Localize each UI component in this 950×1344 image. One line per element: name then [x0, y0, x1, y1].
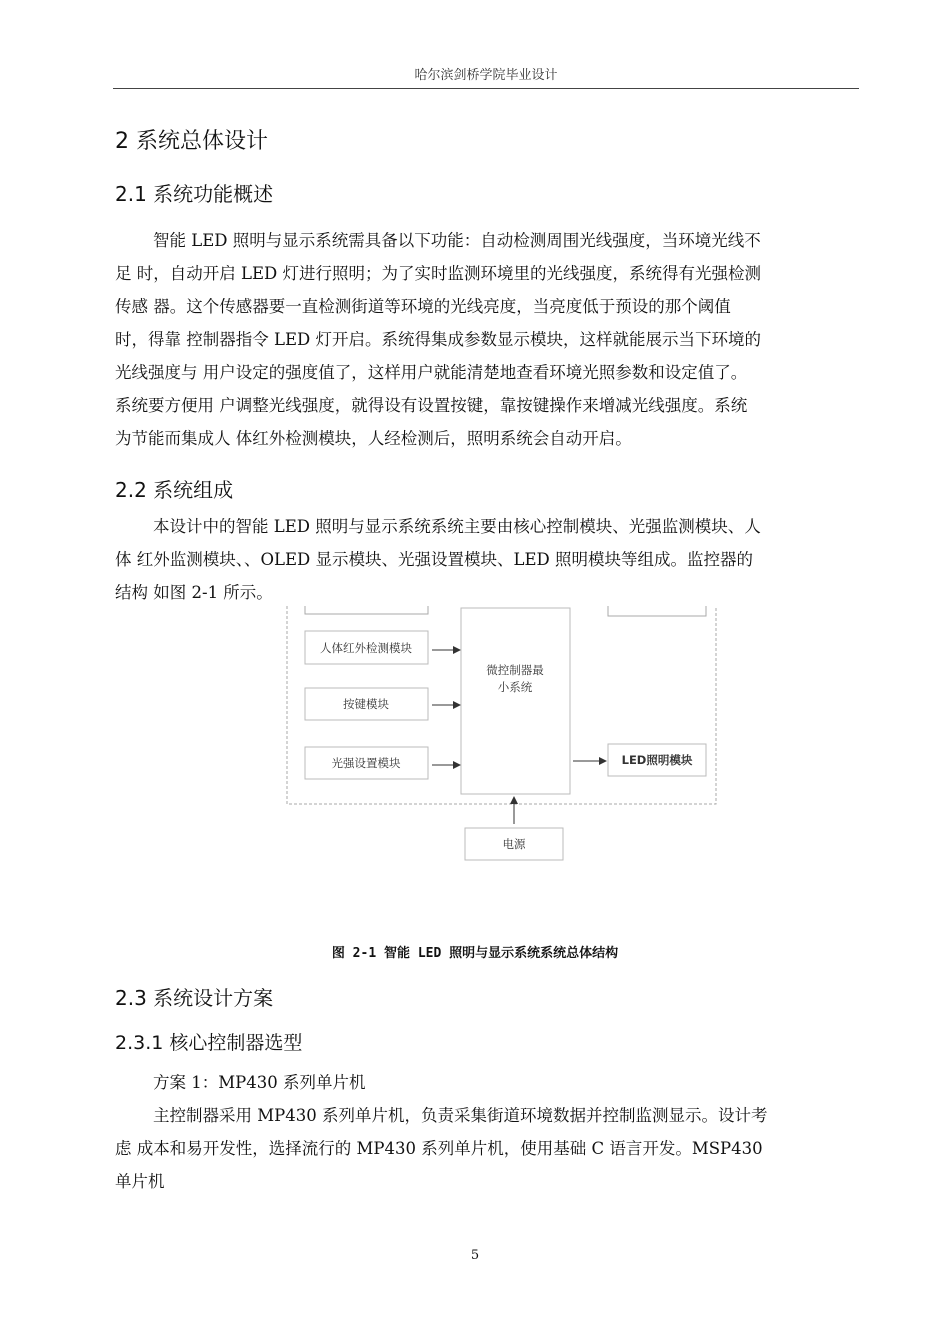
paragraph-line: 虑 成本和易开发性，选择流行的 MP430 系列单片机，使用基础 C 语言开发。MSP430: [115, 1139, 763, 1158]
figure-caption: 图 2-1 智能 LED 照明与显示系统系统总体结构: [331, 946, 619, 961]
section-2-2-paragraph: [115, 510, 861, 609]
pir-module-label: 人体红外检测模块: [320, 641, 412, 655]
light-set-module-label: 光强设置模块: [331, 756, 401, 770]
mcu-label-line2: 小系统: [497, 680, 533, 694]
section-2-3-1-paragraph: [115, 1066, 861, 1198]
cropped-module-box-right: [608, 606, 706, 616]
paragraph-line: 体 红外监测模块、、OLED 显示模块、光强设置模块、LED 照明模块等组成。监控器的: [115, 550, 753, 569]
paragraph-line: 足 时，自动开启 LED 灯进行照明；为了实时监测环境里的光线强度，系统得有光强检测: [115, 264, 761, 283]
key-module-label: 按键模块: [343, 697, 389, 711]
section-2-2-title: 2.2 系统组成: [115, 478, 234, 502]
paragraph-line: 时，得靠 控制器指令 LED 灯开启。系统得集成参数显示模块，这样就能展示当下环境的: [115, 330, 761, 349]
paragraph-line: 方案 1：MP430 系列单片机: [153, 1073, 366, 1092]
section-2-title: 2 系统总体设计: [115, 129, 268, 154]
paragraph-line: 为节能而集成人 体红外检测模块，人经检测后，照明系统会自动开启。: [115, 429, 632, 448]
power-label: 电源: [502, 837, 526, 851]
paragraph-line: 结构 如图 2-1 所示。: [115, 583, 273, 602]
paragraph-line: 系统要方便用 户调整光线强度，就得设有设置按键，靠按键操作来增减光线强度。系统: [115, 396, 748, 415]
mcu-block: [461, 608, 570, 794]
page-number: 5: [470, 1248, 480, 1263]
section-2-1-title: 2.1 系统功能概述: [115, 182, 274, 206]
paragraph-line: 智能 LED 照明与显示系统需具备以下功能：自动检测周围光线强度，当环境光线不: [153, 231, 761, 250]
cropped-module-box-left: [305, 606, 428, 614]
section-2-3-title: 2.3 系统设计方案: [115, 986, 274, 1010]
paragraph-line: 光线强度与 用户设定的强度值了，这样用户就能清楚地查看环境光照参数和设定值了。: [115, 363, 748, 382]
system-structure-diagram: [280, 606, 720, 868]
paragraph-line: 主控制器采用 MP430 系列单片机，负责采集街道环境数据并控制监测显示。设计考: [153, 1106, 768, 1125]
paragraph-line: 传感 器。这个传感器要一直检测街道等环境的光线亮度，当亮度低于预设的那个阈值: [115, 297, 731, 316]
mcu-label-line1: 微控制器最: [486, 663, 544, 677]
page-header: 哈尔滨剑桥学院毕业设计: [414, 68, 558, 83]
paragraph-line: 单片机: [115, 1172, 165, 1191]
section-2-3-1-title: 2.3.1 核心控制器选型: [115, 1032, 303, 1054]
paragraph-line: 本设计中的智能 LED 照明与显示系统系统主要由核心控制模块、光强监测模块、人: [153, 517, 761, 536]
section-2-1-paragraph: [115, 224, 861, 455]
led-module-label: LED照明模块: [621, 753, 693, 767]
header-divider: [113, 88, 859, 89]
